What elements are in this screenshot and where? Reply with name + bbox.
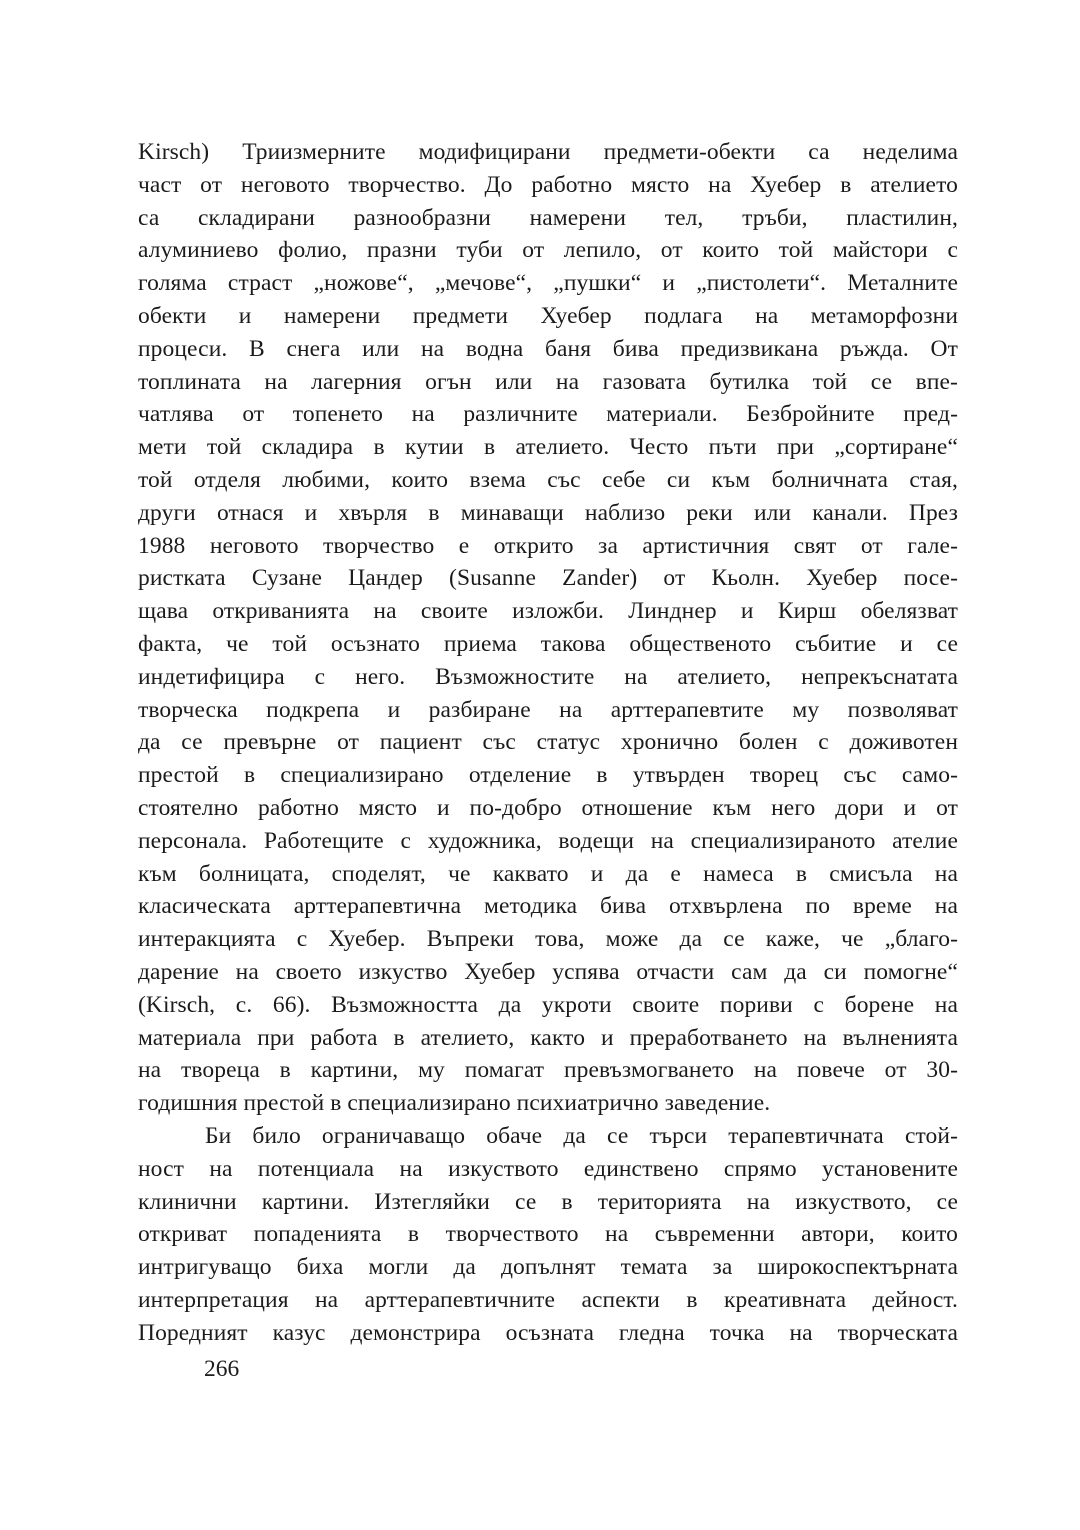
text-line: персонала. Работещите с художника, водещи на специализираното ателие — [138, 827, 958, 854]
text-line: други отнася и хвърля в минаващи наблизо реки или канали. През — [138, 499, 958, 526]
text-line: клинични картини. Изтегляйки се в територията на изкуството, се — [138, 1188, 958, 1215]
text-line: класическата арттерапевтична методика бива отхвърлена по време на — [138, 893, 958, 920]
text-line: престой в специализирано отделение в утвърден творец със само- — [138, 762, 958, 789]
text-line: чатлява от топенето на различните материали. Безбройните пред- — [138, 401, 958, 428]
text-line: топлината на лагерния огън или на газовата бутилка той се впе- — [138, 368, 958, 395]
text-line: Би било ограничаващо обаче да се търси терапевтичната стой- — [205, 1122, 958, 1149]
text-line: голяма страст „ножове“, „мечове“, „пушки“ и „пистолети“. Металните — [138, 270, 958, 297]
paragraph — [138, 136, 958, 1120]
text-line: да се превърне от пациент със статус хронично болен с доживотен — [138, 729, 958, 756]
text-line: годишния престой в специализирано психиатрично заведение. — [138, 1090, 771, 1117]
text-line: Kirsch) Триизмерните модифицирани предмети-обекти са неделима — [138, 139, 958, 165]
text-line: (Kirsch, с. 66). Възможността да укроти своите пориви с борене на — [138, 991, 958, 1018]
text-line: дарение на своето изкуство Хуебер успява отчасти сам да си помогне“ — [138, 958, 958, 985]
text-line: той отделя любими, които взема със себе си към болничната стая, — [138, 466, 958, 493]
text-line: алуминиево фолио, празни туби от лепило, от които той майстори с — [138, 237, 958, 264]
text-body — [138, 136, 958, 1349]
text-line: индетифицира с него. Възможностите на ателието, непрекъснатата — [138, 663, 958, 690]
text-line: част от неговото творчество. До работно място на Хуебер в ателието — [138, 171, 958, 198]
text-line: интеракцията с Хуебер. Въпреки това, може да се каже, че „благо- — [138, 926, 958, 953]
paragraph — [138, 1120, 958, 1350]
text-line: са складирани разнообразни намерени тел, тръби, пластилин, — [138, 204, 958, 231]
text-line: към болницата, споделят, че каквато и да е намеса в смисъла на — [138, 860, 958, 887]
text-line: интерпретация на арттерапевтичните аспекти в креативната дейност. — [138, 1286, 958, 1313]
text-line: ност на потенциала на изкуството единствено спрямо установените — [138, 1155, 958, 1182]
text-line: процеси. В снега или на водна баня бива предизвикана ръжда. От — [138, 335, 958, 362]
page-number: 266 — [204, 1356, 240, 1382]
text-line: обекти и намерени предмети Хуебер подлага на метаморфозни — [138, 302, 958, 329]
text-line: откриват попаденията в творчеството на съвременни автори, които — [138, 1221, 958, 1248]
text-line: щава откриванията на своите изложби. Линднер и Кирш обелязват — [138, 598, 958, 625]
text-line: 1988 неговото творчество е открито за артистичния свят от гале- — [138, 532, 958, 559]
text-line: творческа подкрепа и разбиране на арттерапевтите му позволяват — [138, 696, 958, 723]
text-line: материала при работа в ателието, както и преработването на вълненията — [138, 1024, 958, 1051]
text-line: факта, че той осъзнато приема такова общественото събитие и се — [138, 630, 958, 657]
text-line: интригуващо биха могли да допълнят темата за широкоспектърната — [138, 1254, 958, 1281]
text-line: ристката Сузане Цандер (Susanne Zander) от Кьолн. Хуебер посе- — [138, 565, 958, 592]
text-line: мети той складира в кутии в ателието. Често пъти при „сортиране“ — [138, 434, 958, 461]
text-line: на твореца в картини, му помагат превъзмогването на повече от 30- — [138, 1057, 958, 1084]
text-line: Поредният казус демонстрира осъзната гледна точка на творческата — [138, 1319, 958, 1346]
text-line: стоятелно работно място и по-добро отношение към него дори и от — [138, 794, 958, 821]
